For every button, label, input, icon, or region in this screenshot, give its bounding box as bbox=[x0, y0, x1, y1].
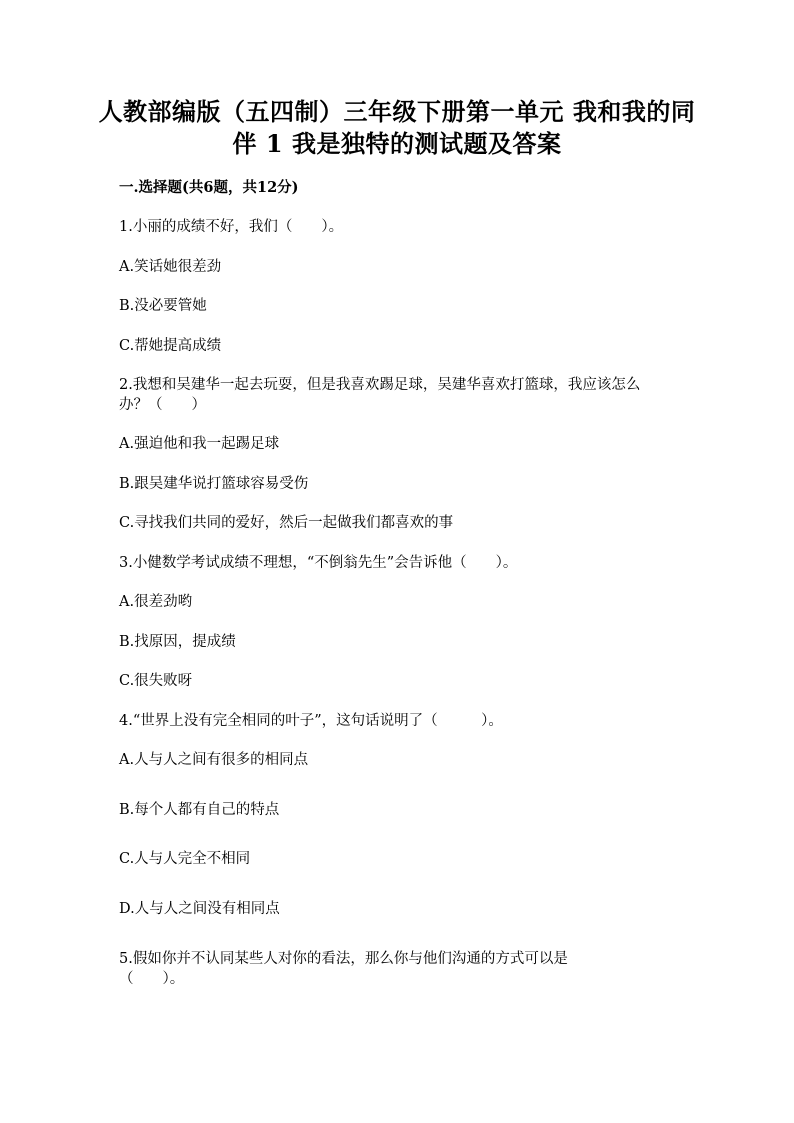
section-heading: 一.选择题(共6题，共12分) bbox=[119, 179, 299, 196]
question-4-option-c: C.人与人完全不相同 bbox=[119, 851, 251, 867]
question-3-option-b: B.找原因，提成绩 bbox=[119, 634, 236, 650]
question-4-option-d: D.人与人之间没有相同点 bbox=[119, 901, 280, 917]
question-3-option-a: A.很差劲哟 bbox=[119, 594, 193, 610]
question-1-option-a: A.笑话她很差劲 bbox=[119, 259, 222, 275]
question-3-stem: 3.小健数学考试成绩不理想，“不倒翁先生”会告诉他（ ）。 bbox=[119, 555, 518, 571]
question-4-option-a: A.人与人之间有很多的相同点 bbox=[119, 752, 309, 768]
question-1-stem: 1.小丽的成绩不好，我们（ ）。 bbox=[119, 219, 344, 235]
question-2-stem: 2.我想和吴建华一起去玩耍，但是我喜欢踢足球，吴建华喜欢打篮球，我应该怎么办？（ ） bbox=[119, 377, 641, 413]
question-2-option-c: C.寻找我们共同的爱好，然后一起做我们都喜欢的事 bbox=[119, 515, 454, 531]
question-4-stem: 4.“世界上没有完全相同的叶子”，这句话说明了（ ）。 bbox=[119, 713, 503, 729]
question-1-option-c: C.帮她提高成绩 bbox=[119, 338, 222, 354]
question-4-option-b: B.每个人都有自己的特点 bbox=[119, 802, 280, 818]
question-2-option-b: B.跟吴建华说打篮球容易受伤 bbox=[119, 476, 309, 492]
question-5-stem: 5.假如你并不认同某些人对你的看法，那么你与他们沟通的方式可以是（ ）。 bbox=[119, 951, 568, 987]
document-title: 人教部编版（五四制）三年级下册第一单元 我和我的同伴 1 我是独特的测试题及答案 bbox=[98, 97, 696, 158]
question-2-option-a: A.强迫他和我一起踢足球 bbox=[119, 436, 280, 452]
question-3-option-c: C.很失败呀 bbox=[119, 673, 193, 689]
question-1-option-b: B.没必要管她 bbox=[119, 298, 207, 314]
